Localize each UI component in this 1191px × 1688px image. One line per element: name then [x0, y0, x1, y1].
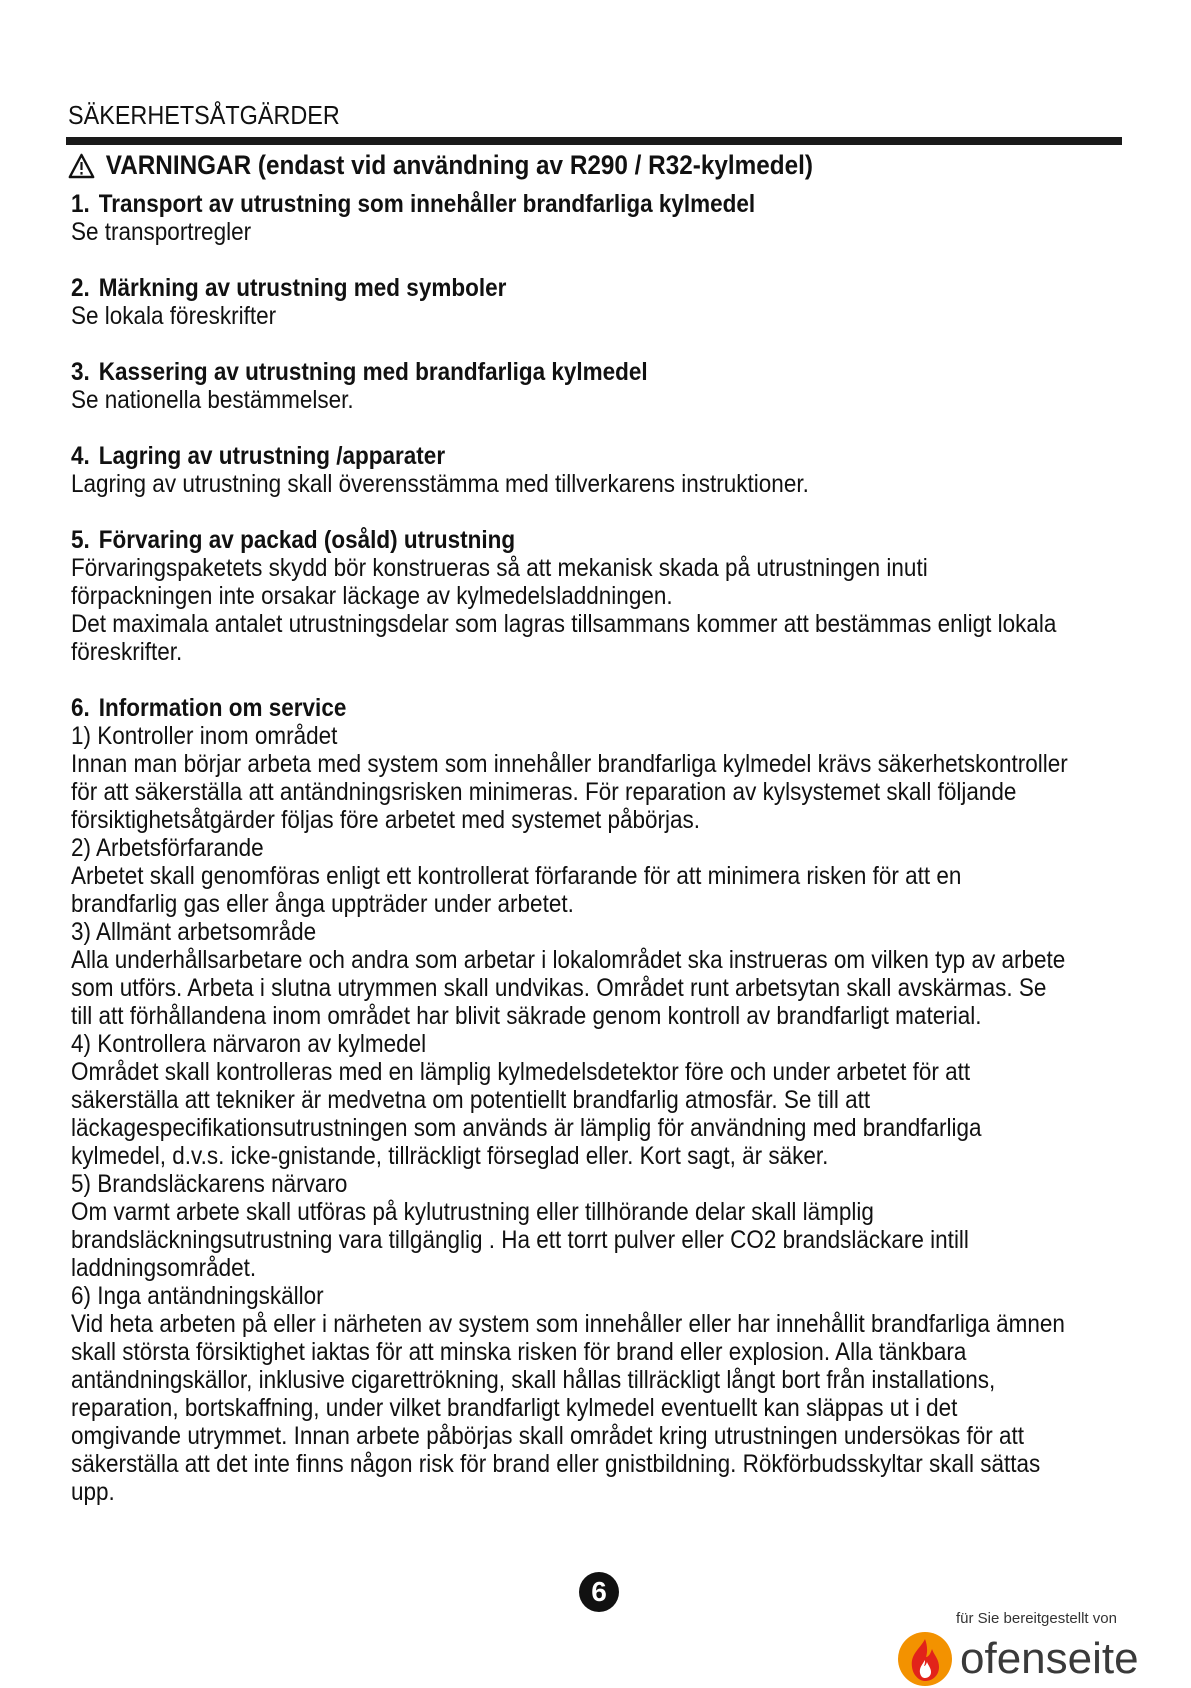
section-title: Kassering av utrustning med brandfarliga kylmedel	[98, 358, 648, 386]
section-title: Information om service	[98, 694, 347, 722]
page-number: 6	[579, 1572, 619, 1612]
text-line: läckagespecifikationsutrustningen som används är lämplig för användning med brandfarliga	[71, 1114, 982, 1142]
section-number: 4.	[71, 442, 90, 470]
text-line: för att säkerställa att antändningsrisken minimeras. För reparation av kylsystemet skall följande	[71, 778, 1017, 806]
text-line: Det maximala antalet utrustningsdelar som lagras tillsammans kommer att bestämmas enligt lokala	[71, 610, 1057, 638]
subheading: 5) Brandsläckarens närvaro	[71, 1170, 348, 1198]
section-2	[71, 274, 1106, 330]
text-line: laddningsområdet.	[71, 1254, 257, 1282]
section-3	[71, 358, 1106, 414]
text-line: brandfarlig gas eller ånga uppträder under arbetet.	[71, 890, 574, 918]
section-heading	[71, 274, 1106, 302]
section-heading	[71, 190, 1106, 218]
subheading: 2) Arbetsförfarande	[71, 834, 264, 862]
section-5	[71, 526, 1106, 666]
text-line: säkerställa att tekniker är medvetna om potentiellt brandfarlig atmosfär. Se till att	[71, 1086, 871, 1114]
subheading: 4) Kontrollera närvaron av kylmedel	[71, 1030, 427, 1058]
sections	[71, 190, 1106, 1534]
header-rule	[66, 137, 1122, 145]
section-number: 2.	[71, 274, 90, 302]
text-line: Vid heta arbeten på eller i närheten av system som innehåller eller har innehållit brandfarliga ämnen	[71, 1310, 1065, 1338]
section-title: Märkning av utrustning med symboler	[98, 274, 507, 302]
section-number: 6.	[71, 694, 90, 722]
text-line: säkerställa att det inte finns någon risk för brand eller gnistbildning. Rökförbudsskyltar skall sättas	[71, 1450, 1041, 1478]
section-6	[71, 694, 1106, 1506]
subheading: 6) Inga antändningskällor	[71, 1282, 324, 1310]
section-text: Se nationella bestämmelser.	[71, 386, 354, 414]
text-line: föreskrifter.	[71, 638, 183, 666]
section-heading	[71, 694, 1106, 722]
text-line: Alla underhållsarbetare och andra som arbetar i lokalområdet ska instrueras om vilken typ av arbete	[71, 946, 1066, 974]
text-line: försiktighetsåtgärder följas före arbetet med systemet påbörjas.	[71, 806, 701, 834]
page-header: SÄKERHETSÅTGÄRDER	[68, 100, 340, 130]
text-line: kylmedel, d.v.s. icke-gnistande, tillräckligt förseglad eller. Kort sagt, är säker.	[71, 1142, 829, 1170]
text-line: Innan man börjar arbeta med system som innehåller brandfarliga kylmedel krävs säkerhetskontroller	[71, 750, 1068, 778]
text-line: Förvaringspaketets skydd bör konstrueras så att mekanisk skada på utrustningen inuti	[71, 554, 928, 582]
warning-triangle-icon	[68, 153, 95, 179]
text-line: förpackningen inte orsakar läckage av kylmedelsladdningen.	[71, 582, 673, 610]
text-line: brandsläckningsutrustning vara tillgänglig . Ha ett torrt pulver eller CO2 brandsläckare intill	[71, 1226, 969, 1254]
text-line: Arbetet skall genomföras enligt ett kontrollerat förfarande för att minimera risken för att en	[71, 862, 962, 890]
text-line: Om varmt arbete skall utföras på kylutrustning eller tillhörande delar skall lämplig	[71, 1198, 874, 1226]
text-line: omgivande utrymmet. Innan arbete påbörjas skall området kring utrustningen undersökas för att	[71, 1422, 1025, 1450]
brand-logo	[896, 1630, 1139, 1688]
section-number: 1.	[71, 190, 90, 218]
text-line: upp.	[71, 1478, 115, 1506]
section-text: Se lokala föreskrifter	[71, 302, 277, 330]
warning-title	[68, 150, 813, 181]
warning-title-text: VARNINGAR (endast vid användning av R290 / R32-kylmedel)	[105, 150, 813, 180]
section-number: 3.	[71, 358, 90, 386]
text-line: skall största försiktighet iaktas för att minska risken för brand eller explosion. Alla tänkbara	[71, 1338, 967, 1366]
section-text: Se transportregler	[71, 218, 252, 246]
section-4	[71, 442, 1106, 498]
text-line: till att förhållandena inom området har blivit säkrade genom kontroll av brandfarligt material.	[71, 1002, 982, 1030]
section-1	[71, 190, 1106, 246]
section-number: 5.	[71, 526, 90, 554]
section-heading	[71, 358, 1106, 386]
text-line: reparation, bortskaffning, under vilket brandfarligt kylmedel eventuellt kan släppas ut i det	[71, 1394, 958, 1422]
section-title: Förvaring av packad (osåld) utrustning	[98, 526, 516, 554]
text-line: Området skall kontrolleras med en lämplig kylmedelsdetektor före och under arbetet för att	[71, 1058, 971, 1086]
subheading: 1) Kontroller inom området	[71, 722, 338, 750]
section-title: Transport av utrustning som innehåller brandfarliga kylmedel	[98, 190, 756, 218]
brand-caption: für Sie bereitgestellt von	[956, 1610, 1117, 1627]
section-title: Lagring av utrustning /apparater	[98, 442, 446, 470]
brand-name: ofenseite	[960, 1634, 1139, 1683]
text-line: antändningskällor, inklusive cigarettrökning, skall hållas tillräckligt långt bort från installations,	[71, 1366, 996, 1394]
subheading: 3) Allmänt arbetsområde	[71, 918, 317, 946]
section-heading	[71, 442, 1106, 470]
flame-logo-icon	[896, 1630, 954, 1688]
text-line: som utförs. Arbeta i slutna utrymmen skall undvikas. Området runt arbetsytan skall avskärmas. Se	[71, 974, 1047, 1002]
section-text: Lagring av utrustning skall överensstämma med tillverkarens instruktioner.	[71, 470, 809, 498]
section-heading	[71, 526, 1106, 554]
